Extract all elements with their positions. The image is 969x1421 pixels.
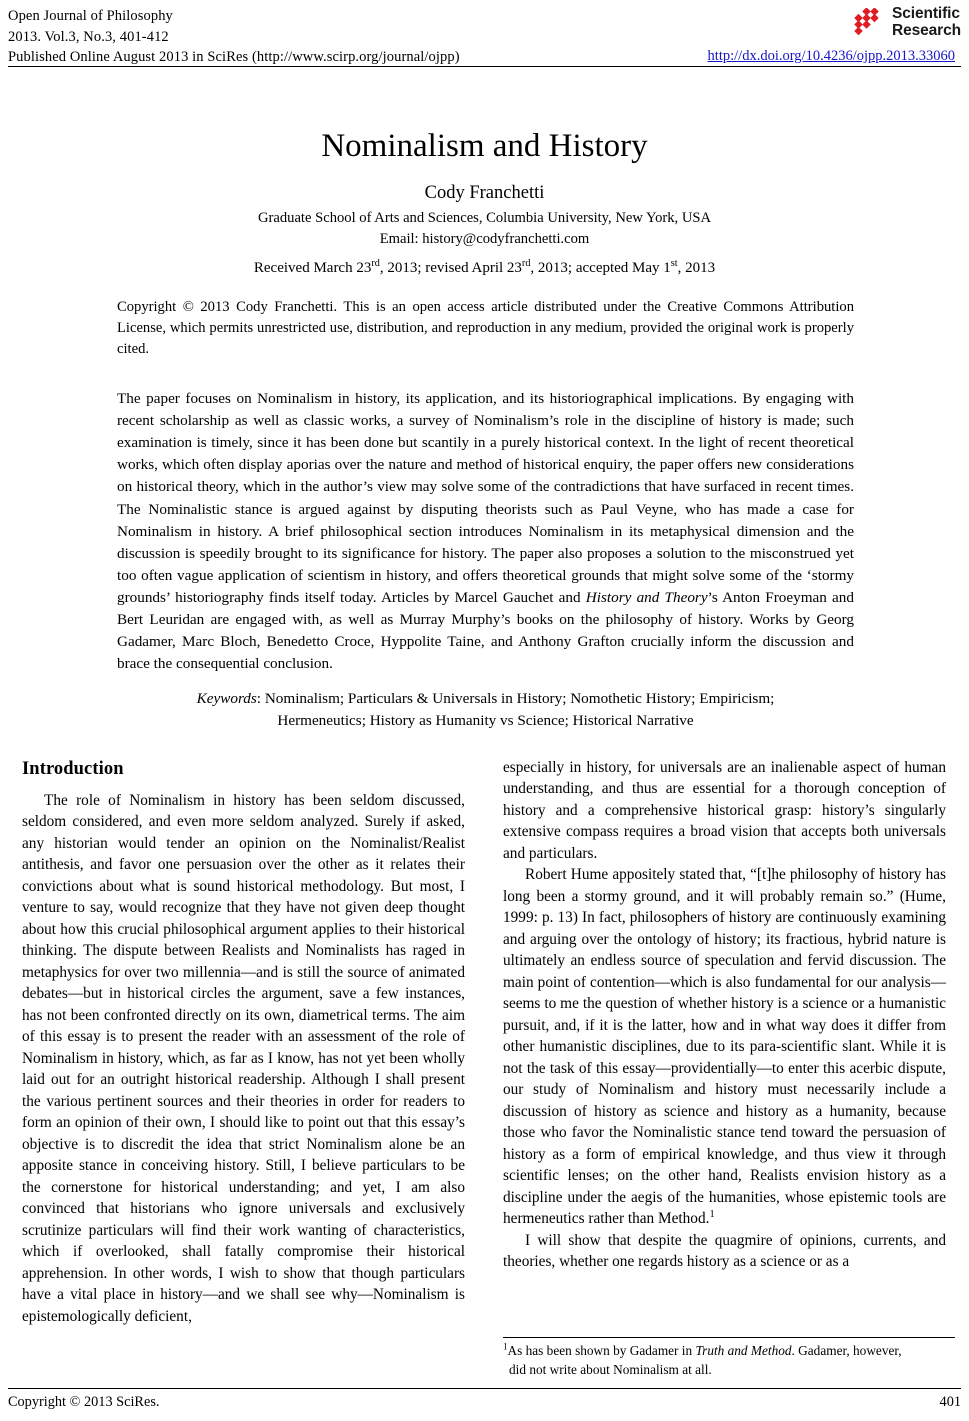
author-name: Cody Franchetti: [424, 183, 545, 203]
accepted-ordinal-suffix: st: [670, 258, 678, 269]
abstract-journal-title-italic: History and Theory: [585, 588, 708, 606]
abstract-text: [117, 388, 854, 675]
paragraph-intro-3: I will show that despite the quagmire of opinions, currents, and theories, whether one regards history as a science or as a: [503, 1231, 946, 1271]
abstract-part-1: The paper focuses on Nominalism in history, its application, and its historiographical implications. By engaging with recent scholarship as well as classic works, a survey of Nominalism’s role in the discipline of history is made; such examination is timely, since it has been done but scantily in a purely historical context. In the light of recent theoretical works, which often display aporias over the nature and method of historical enquiry, the paper offers new considerations on historical theory, which in the author’s view may solve some of the contradictions that have surfaced in recent times. The Nominalistic stance is argued against by disputing theorists such as Paul Veyne, who has made a case for Nominalism in history. A brief philosophical section introduces Nominalism in its metaphysical dimension and the discussion is speedily brought to its significance for history. The paper also proposes a solution to the misconstrued yet too often vague application of scientism in history, and offers theoretical grounds that might solve some of the ‘stormy grounds’ historiography finds itself today. Articles by Marcel Gauchet and: [117, 390, 854, 606]
submission-dates: [0, 260, 969, 277]
paragraph-intro-2-text: Robert Hume appositely stated that, “[t]he philosophy of history has long been a stormy ground, and it will probably remain so.” (Hume, 1999: p. 13) In fact, philosophers of history are continuously examining and arguing over the ontology of history; its fractious, hybrid nature is ultimately an endless source of speculation and fervid discussion. The main point of contention—which is also fundamental for our analysis—seems to me the question of whether history is a science or a humanistic pursuit, and, if it is the latter, how and in what way does it differ from other humanistic disciplines, due to its para-scientific slant. While it is not the task of this essay—providentially—to enter this acerbic dispute, our study of Nominalism and history must necessarily include a discussion of history as science and history as a humanity, because those who favor the Nominalistic stance tend toward the persuasion of history as a form of empirical knowledge, and thus view it through scientific lenses; on the other hand, Realists envision history as a discipline under the aegis of the humanities, whose epistemic tools are hermeneutics rather than Method.: [503, 866, 946, 1228]
journal-volume-line: 2013. Vol.3, No.3, 401-412: [8, 28, 169, 45]
footnote-divider: [503, 1337, 955, 1338]
abstract-part-2: ’s Anton Froeyman and Bert Leuridan are engaged with, as well as Murray Murphy’s books on the philosophy of history. Works by Georg Gadamer, Marc Bloch, Benedetto Croce, Hyppolite Taine, and Anthony Grafton crucially inform the discussion and brace the consequential conclusion.: [117, 588, 854, 673]
paragraph-intro-1-continued: especially in history, for universals are an inalienable aspect of human understanding, and thus are essential for a thorough conception of history and a comprehensive historical grasp: history’s singularly extensive compass requires a broad vision that accepts both universals and particulars.: [503, 759, 946, 862]
received-ordinal-suffix: rd: [371, 258, 380, 269]
footnote-reference-1[interactable]: 1: [709, 1209, 715, 1221]
masthead: [8, 6, 961, 68]
paragraph-intro-2: [503, 864, 946, 1229]
accepted-year: , 2013: [677, 260, 716, 276]
keywords-line-1: [117, 688, 854, 710]
keywords-block: [117, 688, 854, 732]
page-title: Nominalism and History: [321, 128, 648, 165]
footer-copyright: Copyright © 2013 SciRes.: [8, 1394, 160, 1410]
footnote-1-text-before: As has been shown by Gadamer in: [507, 1343, 696, 1358]
keywords-list-line-2: Hermeneutics; History as Humanity vs Science; Historical Narrative: [277, 712, 694, 730]
keywords-label: Keywords: [196, 690, 257, 707]
author-affiliation-block: [0, 208, 969, 250]
logo-wordmark: [892, 6, 961, 39]
affiliation-line: Graduate School of Arts and Sciences, Columbia University, New York, USA: [257, 210, 712, 226]
body-column-left: [22, 757, 465, 1327]
footnote-1-book-title: Truth and Method: [695, 1343, 792, 1358]
footnote-1-text-after: . Gadamer, however,: [791, 1343, 902, 1358]
keywords-list-line-1: : Nominalism; Particulars & Universals in History; Nomothetic History; Empiricism;: [256, 690, 775, 707]
body-column-right: [503, 757, 946, 1273]
revised-prefix: , 2013; revised April 23: [379, 260, 522, 276]
section-heading-introduction: Introduction: [22, 759, 124, 779]
header-divider: [8, 66, 961, 67]
footer-page-number: 401: [939, 1394, 961, 1410]
footnote-area: [503, 1337, 955, 1379]
paragraph-intro-1: The role of Nominalism in history has been seldom discussed, seldom considered, and even more seldom analyzed. Surely if asked, any historian would tender an opinion on the Nominalist/Realist antithesis, and favor one persuasion over the other as it relates their convictions about what is sound historical methodology. But most, I venture to say, would recognize that they have not given deep thought about how this crucial philosophical argument applies to their historical thinking. The dispute between Realists and Nominalists has raged in metaphysics for over two millennia—and is still the source of animated debates—but in historical circles the argument, save a few instances, has not been confronted directly on its own, diametrical terms. The aim of this essay is to present the reader with an assessment of the role of Nominalism in history, which, as far as I know, has not yet been wholly laid out for an outright historical readership. Although I shall present the various pertinent sources and their theories in order for readers to form an opinion of their own, I should like to point out that this essay’s objective is to discredit the idea that strict Nominalism alone be an apposite stance in conceiving history. Still, I believe particulars to be the cornerstone for historical understanding; and yet, I am also convinced that historians who ignore universals and exclusively scrutinize particulars will find their work wanting of characteristics, which if overlooked, shall fatally compromise their historical apprehension. In other words, I wish to show that though particulars have a vital place in history—and we shall see why—Nominalism is epistemologically deficient,: [22, 791, 465, 1325]
revised-ordinal-suffix: rd: [521, 258, 531, 269]
footnote-1-marker: 1: [503, 1341, 508, 1352]
author-email-line: Email: history@codyfranchetti.com: [379, 231, 590, 248]
footer-divider: [8, 1388, 961, 1389]
logo-line-1: Scientific: [892, 5, 960, 22]
copyright-license-note: Copyright © 2013 Cody Franchetti. This is an open access article distributed under the Creative Commons Attribution License, which permits unrestricted use, distribution, and reproduction in any medium, provided the original work is properly cited.: [117, 299, 854, 357]
logo-line-2: Research: [892, 21, 961, 39]
scientific-research-logo: [853, 6, 961, 39]
footnote-1-line-2: did not write about Nominalism at all.: [509, 1361, 712, 1377]
journal-published-line: Published Online August 2013 in SciRes (http://www.scirp.org/journal/ojpp): [8, 49, 460, 66]
received-prefix: Received March 23: [253, 260, 372, 276]
journal-name: Open Journal of Philosophy: [8, 8, 173, 24]
doi-link[interactable]: http://dx.doi.org/10.4236/ojpp.2013.33060: [707, 48, 955, 64]
diamond-grid-icon: [853, 8, 887, 38]
footnote-1: [503, 1342, 955, 1379]
accepted-prefix: , 2013; accepted May 1: [530, 260, 671, 276]
